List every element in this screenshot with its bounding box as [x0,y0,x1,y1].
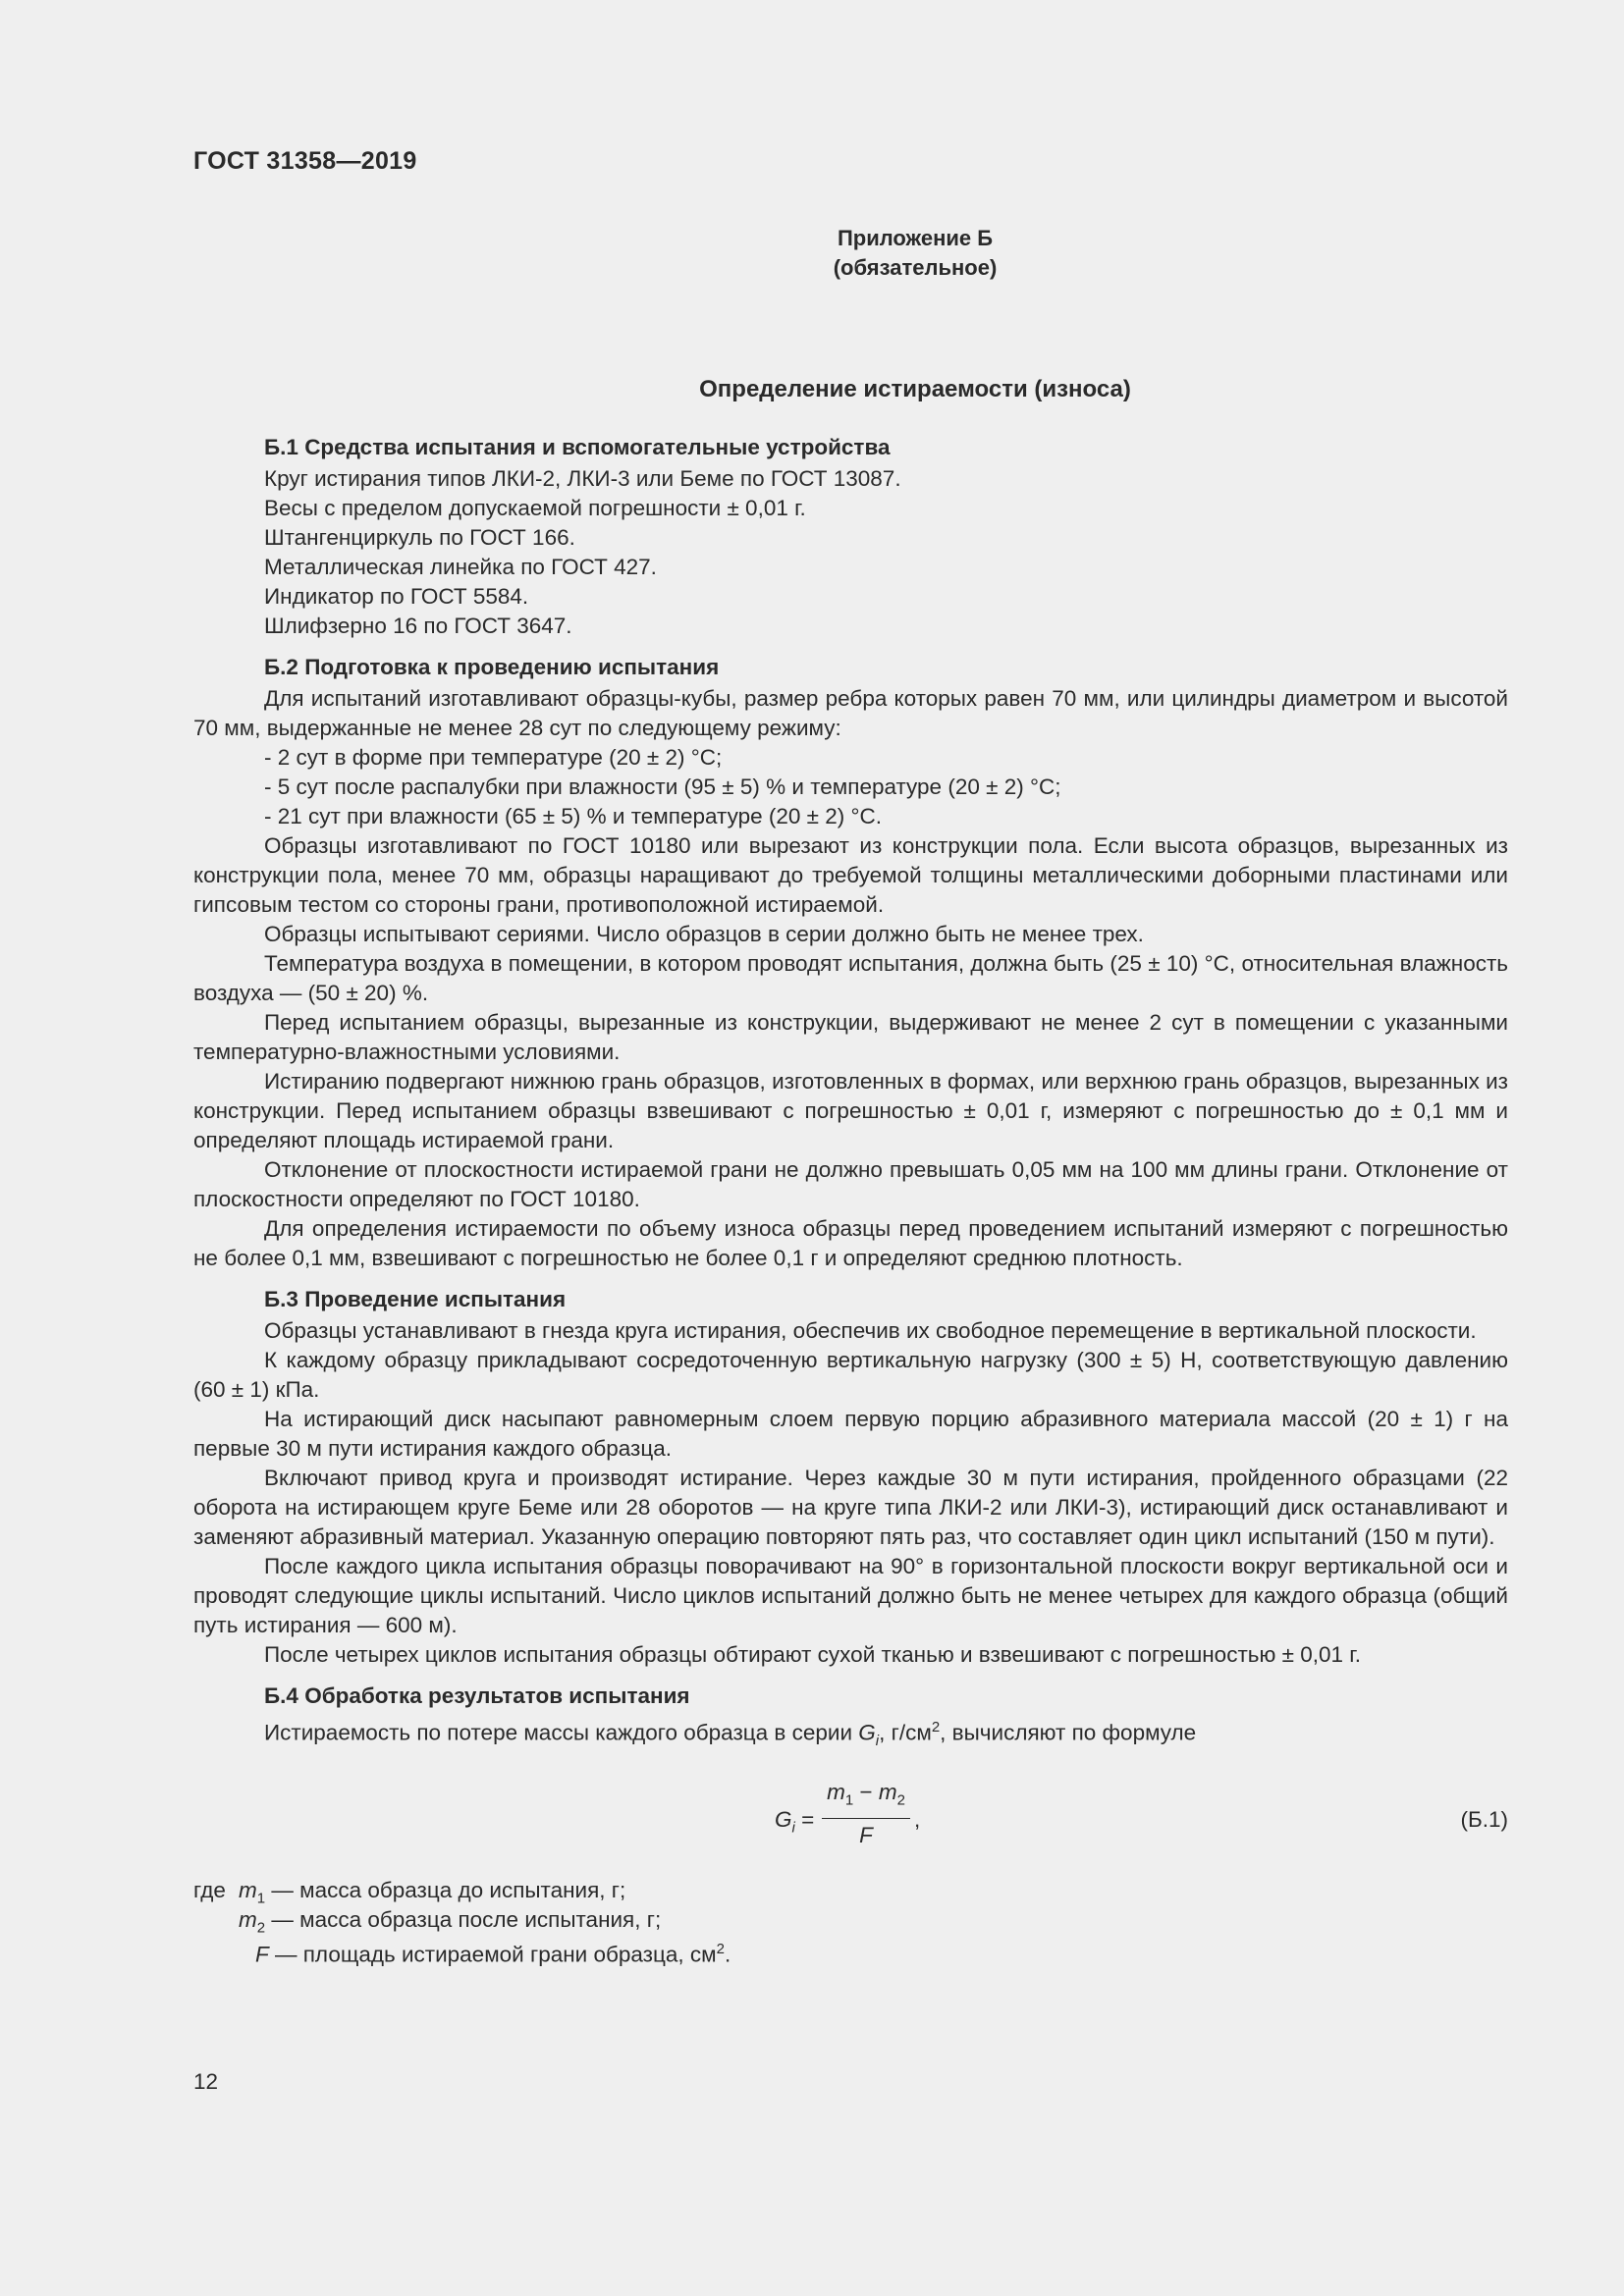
heading-b4: Б.4 Обработка результатов испытания [264,1683,690,1708]
where-line: $m_2$ — масса образца после испытания, г; [239,1907,662,1937]
paragraph: Включают привод круга и производят истирание. Через каждые 30 м пути истирания, пройденного образцами (22 оборота на истирающем круге Беме или 28 оборотов — на круге типа ЛКИ-2 или ЛКИ-3), истирающий диск останавливают и заменяют абразивный материал. Указанную операцию повторяют пять раз, что составляет один цикл испытаний (150 м пути). [193,1466,1508,1549]
where-line: F — площадь истираемой грани образца, $см^2$. [255,1941,731,1967]
paragraph: Образцы устанавливают в гнезда круга истирания, обеспечив их свободное перемещение в вертикальной плоскости. [264,1318,1477,1343]
paragraph: Отклонение от плоскостности истираемой грани не должно превышать 0,05 мм на 100 мм длины грани. Отклонение от плоскостности определяют по ГОСТ 10180. [193,1157,1508,1211]
paragraph: Образцы изготавливают по ГОСТ 10180 или вырезают из конструкции пола. Если высота образцов, вырезанных из конструкции пола, менее 70 мм, образцы наращивают до требуемой толщины металлическими доборными пластинами или гипсовым тестом со стороны грани, противоположной истираемой. [193,833,1508,917]
mode-item: - 21 сут при влажности (65 ± 5) % и температуре (20 ± 2) °С. [264,804,882,828]
paragraph: Образцы испытывают сериями. Число образцов в серии должно быть не менее трех. [264,922,1144,946]
where-line: где $m_1$ — масса образца до испытания, г; [193,1878,626,1907]
equipment-item: Штангенциркуль по ГОСТ 166. [264,525,575,550]
appendix-status: (обязательное) [833,255,998,280]
paragraph: К каждому образцу прикладывают сосредоточенную вертикальную нагрузку (300 ± 5) Н, соответствующую давлению (60 ± 1) кПа. [193,1348,1508,1402]
mode-item: - 2 сут в форме при температуре (20 ± 2) °С; [264,745,723,770]
document-body [193,433,1508,1967]
mode-item: - 5 сут после распалубки при влажности (95 ± 5) % и температуре (20 ± 2) °С; [264,774,1061,799]
paragraph: Для определения истираемости по объему износа образцы перед проведением испытаний измеряют с погрешностью не более 0,1 мм, взвешивают с погрешностью не более 0,1 г и определяют среднюю плотность. [193,1216,1508,1270]
formula-intro: Истираемость по потере массы каждого образца в серии $G_i$, $г/см^2$, вычисляют по формуле [264,1719,1197,1749]
equipment-item: Индикатор по ГОСТ 5584. [264,584,529,609]
paragraph: После каждого цикла испытания образцы поворачивают на 90° в горизонтальной плоскости вокруг вертикальной оси и проводят следующие циклы испытаний. Число циклов испытаний должно быть не менее четырех для каждого образца (общий путь истирания — 600 м). [193,1554,1508,1637]
paragraph: Истиранию подвергают нижнюю грань образцов, изготовленных в формах, или верхнюю грань образцов, вырезанных из конструкции. Перед испытанием образцы взвешивают с погрешностью ± 0,01 г, измеряют с погрешностью до ± 0,1 мм и определяют площадь истираемой грани. [193,1069,1508,1152]
paragraph: Для испытаний изготавливают образцы-кубы, размер ребра которых равен 70 мм, или цилиндры диаметром и высотой 70 мм, выдержанные не менее 28 сут по следующему режиму: [193,686,1508,740]
paragraph: На истирающий диск насыпают равномерным слоем первую порцию абразивного материала массой (20 ± 1) г на первые 30 м пути истирания каждого образца. [193,1407,1508,1461]
page-number: 12 [193,2069,219,2094]
paragraph: Перед испытанием образцы, вырезанные из конструкции, выдерживают не менее 2 сут в помещении с указанными температурно-влажностными условиями. [193,1010,1508,1064]
heading-b2: Б.2 Подготовка к проведению испытания [264,655,720,679]
heading-b1: Б.1 Средства испытания и вспомогательные устройства [264,435,891,459]
paragraph: После четырех циклов испытания образцы обтирают сухой тканью и взвешивают с погрешностью ± 0,01 г. [264,1642,1361,1667]
equipment-item: Шлифзерно 16 по ГОСТ 3647. [264,614,572,638]
equipment-item: Металлическая линейка по ГОСТ 427. [264,555,657,579]
paragraph: Температура воздуха в помещении, в котором проводят испытания, должна быть (25 ± 10) °С, относительная влажность воздуха — (50 ± 20) %. [193,951,1508,1005]
document-id: ГОСТ 31358—2019 [193,147,417,175]
equipment-item: Круг истирания типов ЛКИ-2, ЛКИ-3 или Беме по ГОСТ 13087. [264,466,901,491]
equipment-item: Весы с пределом допускаемой погрешности ± 0,01 г. [264,496,806,520]
appendix-title: Приложение Б [837,226,994,250]
appendix-header [0,224,1624,283]
section-title: Определение истираемости (износа) [699,376,1131,402]
formula-fraction: $\frac{m_1 - m_2}{F}$ [822,1778,910,1850]
formula-b1: $G_i$ = $\frac{m_1 - m_2}{F}$ , (Б.1) [193,1774,1508,1862]
formula-number: (Б.1) [1460,1807,1508,1832]
heading-b3: Б.3 Проведение испытания [264,1287,567,1311]
